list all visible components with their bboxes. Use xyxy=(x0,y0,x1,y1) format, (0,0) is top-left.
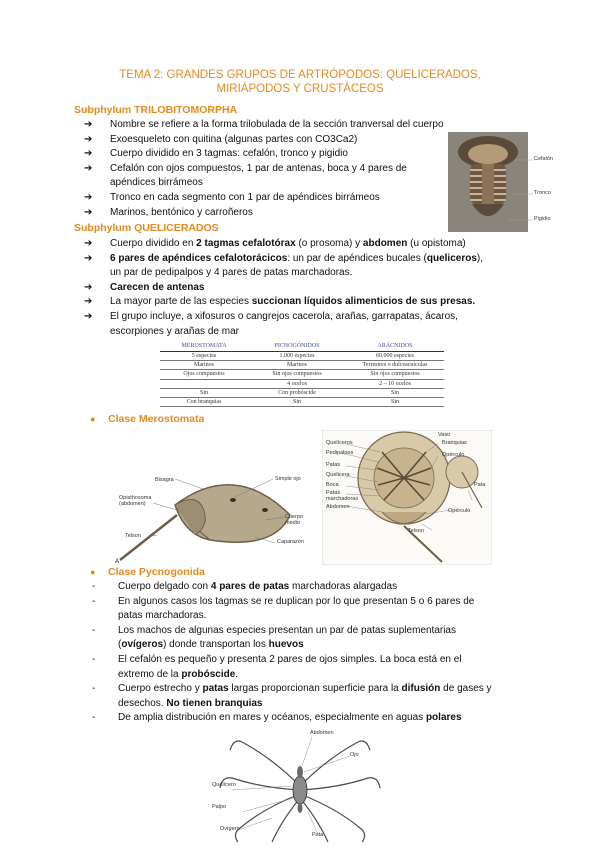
figure-label: Branquias xyxy=(442,440,467,446)
table-header-row xyxy=(160,340,444,352)
arrow-icon: ➔ xyxy=(84,191,93,203)
bold-text: abdomen xyxy=(362,238,408,249)
bullet-text: Cefalón con ojos compuestos, 1 par de antenas, boca y 4 pares de apéndices birrámeos xyxy=(110,162,407,189)
figure-label: Telson xyxy=(125,533,141,539)
sea-spider-figure xyxy=(212,728,388,846)
dash-marker: - xyxy=(92,581,96,592)
text: La mayor parte de las especies xyxy=(110,296,252,308)
trilobitomorpha-heading: Subphylum TRILOBITOMORPHA xyxy=(74,104,238,116)
text: Los machos de algunas especies presentan un par de patas suplementarias xyxy=(118,624,456,636)
table-cell: Sin ojos compuestos xyxy=(346,370,444,379)
bold-text: Carecen de antenas xyxy=(110,281,205,293)
list-item xyxy=(84,295,544,310)
figure-label: Bisagra xyxy=(155,477,174,483)
bold-text: 4 pares de patas xyxy=(210,581,290,592)
horseshoe-crab-dorsal-figure xyxy=(115,465,315,565)
trilobitomorpha-bullets xyxy=(84,118,454,220)
figure-label: Opérculo xyxy=(442,452,465,458)
arrow-icon: ➔ xyxy=(84,281,93,293)
dash-marker: - xyxy=(92,595,96,607)
bullet-text: Nombre se refiere a la forma trilobulada de la sección tranversal del cuerpo xyxy=(110,119,444,130)
figure-label: Telson xyxy=(408,528,424,534)
figure-label: Quelíceros xyxy=(326,440,353,446)
table-cell: 2 – 10 ocelos xyxy=(346,379,444,388)
table-cell: Sin xyxy=(346,397,444,406)
bold-text: polares xyxy=(425,712,462,724)
bullet-text: Marinos, bentónico y carroñeros xyxy=(110,206,253,218)
text: ) donde transportan los xyxy=(163,639,269,651)
text: (u opistoma) xyxy=(407,238,466,249)
table-row xyxy=(160,361,444,370)
figure-label: Caparazón xyxy=(277,539,304,545)
arrow-icon: ➔ xyxy=(84,162,93,174)
page-title xyxy=(0,68,600,96)
heading-text: Clase Pycnogonida xyxy=(108,566,205,578)
quelicerados-heading: Subphylum QUELICERADOS xyxy=(74,222,219,234)
bold-text: patas xyxy=(202,683,229,695)
heading-text: Clase Merostomata xyxy=(108,413,205,425)
table-row xyxy=(160,397,444,406)
table-cell: Sin xyxy=(160,388,248,397)
table-row xyxy=(160,379,444,388)
bold-text: huevos xyxy=(268,639,304,651)
figure-label: Cefalón xyxy=(534,156,553,162)
pycnogonida-heading xyxy=(90,566,205,579)
figure-label: Simple ojo xyxy=(275,476,301,482)
table-cell: 1.000 especies xyxy=(248,352,346,361)
list-item xyxy=(92,682,542,711)
table-cell: Terrestres o dulceacuícolas xyxy=(346,361,444,370)
table-cell: Ojos compuestos xyxy=(160,370,248,379)
list-item xyxy=(84,252,544,281)
title-line-2: MIRIÁPODOS Y CRUSTÁCEOS xyxy=(216,83,384,95)
table-cell: Sin xyxy=(346,388,444,397)
table-cell: 5 especies xyxy=(160,352,248,361)
figure-label: Quelicera xyxy=(326,472,350,478)
table-cell: Marinos xyxy=(160,361,248,370)
arrow-icon: ➔ xyxy=(84,238,93,249)
figure-label: Abdomen xyxy=(310,730,334,736)
arrow-icon: ➔ xyxy=(84,119,93,130)
list-item xyxy=(84,310,544,339)
figure-label: Pata xyxy=(474,482,486,488)
text: marchadoras alargadas xyxy=(289,581,398,592)
bold-text: ovígeros xyxy=(121,639,164,651)
text: : un par de apéndices bucales ( xyxy=(287,252,427,264)
list-item xyxy=(92,624,542,653)
figure-label: Ojo xyxy=(350,752,359,758)
text: largas proporcionan superficie para la xyxy=(228,683,402,695)
table-cell: Sin ojos compuestos xyxy=(248,370,346,379)
list-item xyxy=(92,711,542,726)
taxonomy-table xyxy=(160,340,444,407)
list-item xyxy=(84,191,454,206)
text: Cuerpo estrecho y xyxy=(118,683,203,695)
bold-text: succionan líquidos alimenticios de sus presas. xyxy=(251,296,476,308)
list-item xyxy=(84,147,454,162)
table-header: PICNOGÓNIDOS xyxy=(248,340,346,352)
dash-marker: - xyxy=(92,712,96,724)
arrow-icon: ➔ xyxy=(84,206,93,218)
figure-label: Pigidio xyxy=(534,216,551,222)
bullet-text: Cuerpo dividido en 3 tagmas: cefalón, tronco y pigidio xyxy=(110,148,348,160)
figure-label: Pedipalpos xyxy=(326,450,354,456)
dash-marker: - xyxy=(92,624,96,636)
pycnogonida-bullets xyxy=(92,580,542,726)
text: extremo de la xyxy=(118,668,182,680)
figure-label: Patas xyxy=(326,462,341,468)
trilobite-figure xyxy=(448,132,578,232)
title-line-1: TEMA 2: GRANDES GRUPOS DE ARTRÓPODOS: QUELICERADOS, xyxy=(119,69,481,81)
text: escorpiones y arañas de mar xyxy=(110,325,239,337)
text: patas marchadoras. xyxy=(118,610,207,622)
figure-label: Patas marchadoras xyxy=(326,490,359,502)
trilobite-image xyxy=(448,132,578,232)
list-item xyxy=(84,237,544,252)
bullet-text: Exoesqueleto con quitina (algunas partes con CO3Ca2) xyxy=(110,133,358,145)
text: un par de pedipalpos y 4 pares de patas marchadoras. xyxy=(110,267,353,279)
arrow-icon: ➔ xyxy=(84,296,93,308)
list-item xyxy=(92,580,542,595)
bold-text: 2 tagmas cefalotórax xyxy=(196,238,296,249)
bullet-dot-icon: ● xyxy=(90,414,96,424)
figure-label: Opérculo xyxy=(448,508,471,514)
quelicerados-bullets xyxy=(84,237,544,339)
bold-text: No tienen branquias xyxy=(166,697,263,709)
text: De amplia distribución en mares y océanos, especialmente en aguas xyxy=(118,712,426,724)
table-row xyxy=(160,352,444,361)
dash-marker: - xyxy=(92,653,96,665)
list-item xyxy=(84,133,454,148)
figure-label: Ovígero xyxy=(220,826,240,832)
figure-label: Cuerpo medio xyxy=(285,514,304,526)
table-row xyxy=(160,388,444,397)
text: Cuerpo dividido en xyxy=(110,238,197,249)
svg-text:A: A xyxy=(115,559,120,565)
table-header: MEROSTOMATA xyxy=(160,340,248,352)
dash-marker: - xyxy=(92,683,96,695)
table-cell: Con branquias xyxy=(160,397,248,406)
arrow-icon: ➔ xyxy=(84,310,93,322)
text: ( xyxy=(118,639,122,651)
list-item xyxy=(92,595,542,624)
list-item xyxy=(92,653,542,682)
merostomata-heading xyxy=(90,413,204,426)
text: (o prosoma) y xyxy=(295,238,363,249)
table-header: ARÁCNIDOS xyxy=(346,340,444,352)
figure-label: Palpo xyxy=(212,804,227,810)
arrow-icon: ➔ xyxy=(84,133,93,145)
table-cell: 4 ocelos xyxy=(248,379,346,388)
bold-text: 6 pares de apéndices cefalotorácicos xyxy=(110,252,288,264)
horseshoe-crab-ventral-figure xyxy=(322,430,492,565)
table-row xyxy=(160,370,444,379)
arrow-icon: ➔ xyxy=(84,148,93,160)
list-item xyxy=(84,162,450,191)
figure-label: Opisthosoma (abdomen) xyxy=(119,495,152,507)
bold-text: difusión xyxy=(401,683,441,695)
text: ), xyxy=(476,252,483,264)
text: . xyxy=(235,668,239,680)
table-cell: Marinos xyxy=(248,361,346,370)
text: En algunos casos los tagmas se re duplican por lo que presentan 5 o 6 pares de xyxy=(118,595,475,607)
bold-text: queliceros xyxy=(426,252,477,264)
table-cell xyxy=(160,379,248,388)
figure-label: Abdomen xyxy=(326,504,350,510)
text: El cefalón es pequeño y presenta 2 pares de ojos simples. La boca está en el xyxy=(118,653,462,665)
figure-label: Quelícero xyxy=(212,782,236,788)
table-cell: Con probóscide xyxy=(248,388,346,397)
list-item xyxy=(84,206,454,221)
list-item xyxy=(84,118,454,133)
table-cell: 60.000 especies xyxy=(346,352,444,361)
figure-label: Boca xyxy=(326,482,339,488)
bold-text: probóscide xyxy=(181,668,236,680)
table-cell: Sin xyxy=(248,397,346,406)
figure-label: Pata xyxy=(312,832,324,838)
figure-label: Vaso xyxy=(438,432,451,438)
bullet-text: Tronco en cada segmento con 1 par de apéndices birrámeos xyxy=(110,191,380,203)
list-item xyxy=(84,281,544,296)
arrow-icon: ➔ xyxy=(84,252,93,264)
text: desechos. xyxy=(118,697,167,709)
bullet-dot-icon: ● xyxy=(90,567,96,577)
text: Cuerpo delgado con xyxy=(118,581,211,592)
text: de gases y xyxy=(440,683,492,695)
text: El grupo incluye, a xifosuros o cangrejos cacerola, arañas, garrapatas, ácaros, xyxy=(110,310,458,322)
figure-label: Tronco xyxy=(534,190,551,196)
